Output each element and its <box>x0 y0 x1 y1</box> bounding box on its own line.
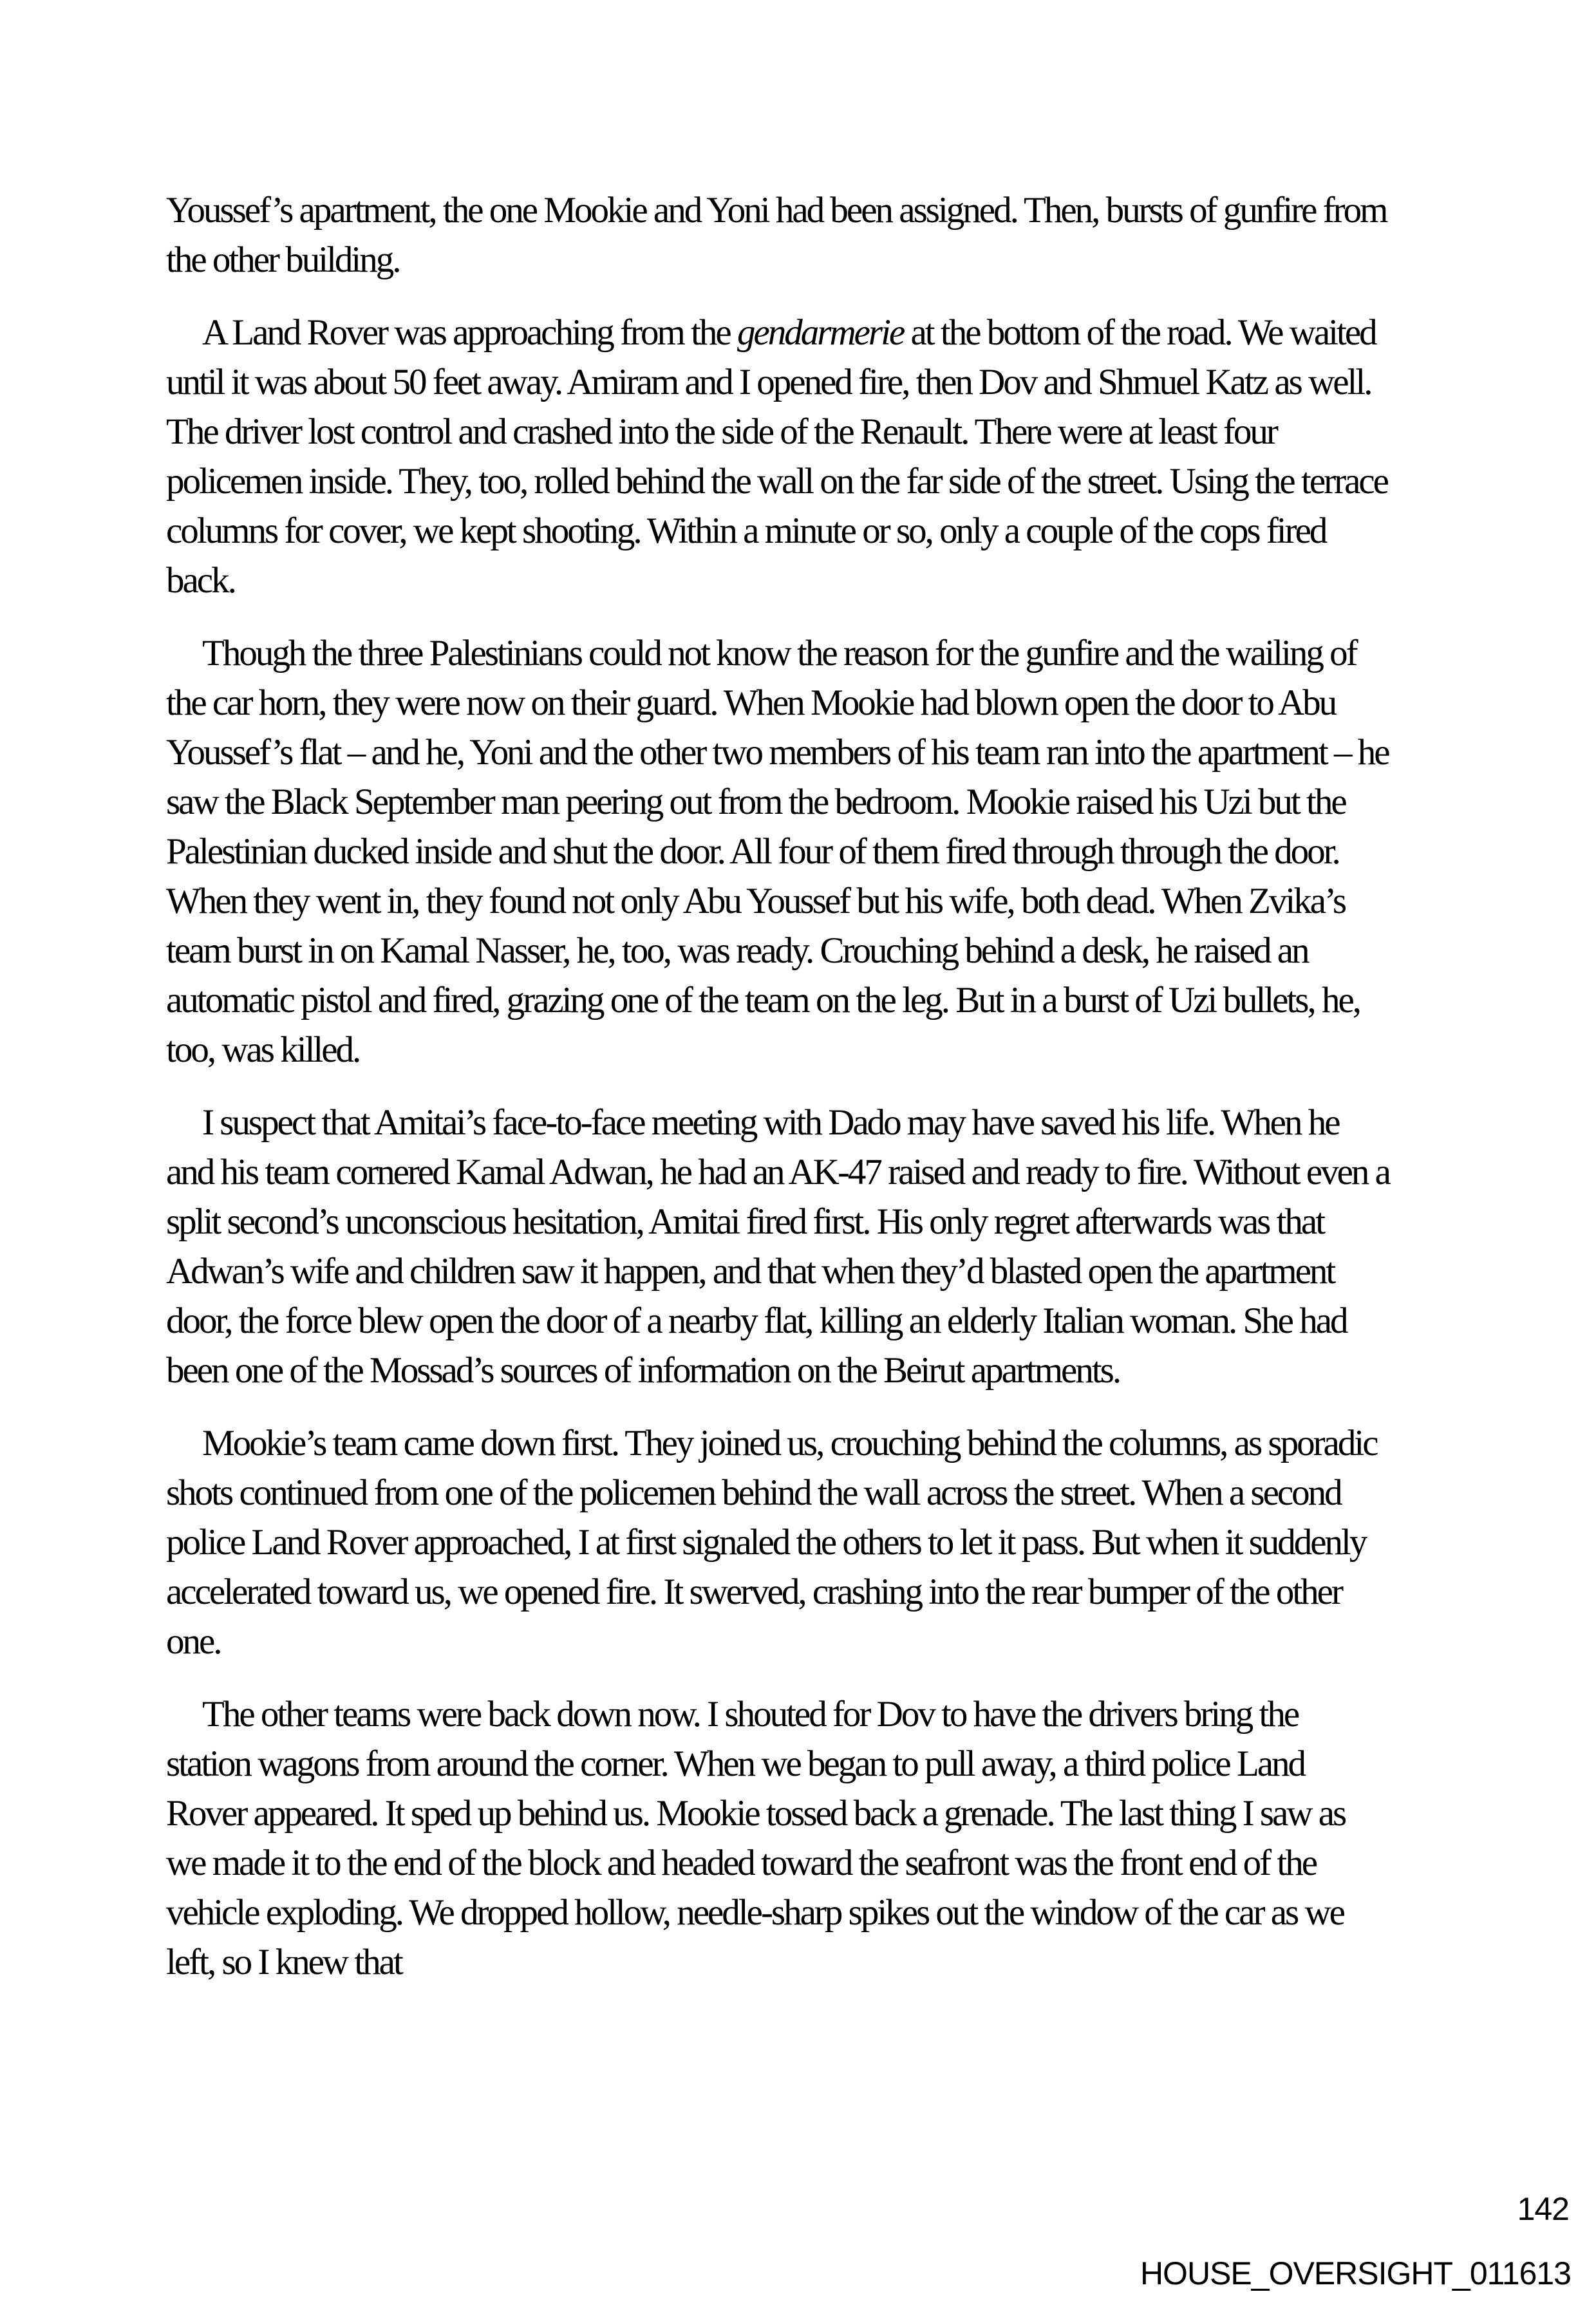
paragraph-text: A Land Rover was approaching from the <box>202 312 737 353</box>
page-number: 142 <box>1517 2191 1569 2227</box>
paragraph <box>166 308 1389 605</box>
bates-stamp: HOUSE_OVERSIGHT_011613 <box>1140 2255 1571 2291</box>
paragraph: Though the three Palestinians could not know the reason for the gunfire and the wailing of the car horn, they were now on their guard. When Mookie had blown open the door to Abu Youssef’s flat – and he, Yoni and the other two members of his team ran into the apartment – he saw the Black September man peering out from the bedroom. Mookie raised his Uzi but the Palestinian ducked inside and shut the door. All four of them fired through through the door. When they went in, they found not only Abu Youssef but his wife, both dead. When Zvika’s team burst in on Kamal Nasser, he, too, was ready. Crouching behind a desk, he raised an automatic pistol and fired, grazing one of the team on the leg. But in a burst of Uzi bullets, he, too, was killed. <box>166 633 1389 1070</box>
italic-term: gendarmerie <box>737 312 904 353</box>
paragraph: Mookie’s team came down first. They joined us, crouching behind the columns, as sporadic shots continued from one of the policemen behind the wall across the street. When a second police Land Rover approached, I at first signaled the others to let it pass. But when it suddenly accelerated toward us, we opened fire. It swerved, crashing into the rear bumper of the other one. <box>166 1423 1377 1662</box>
paragraph: The other teams were back down now. I shouted for Dov to have the drivers bring the station wagons from around the corner. When we began to pull away, a third police Land Rover appeared. It sped up behind us. Mookie tossed back a grenade. The last thing I saw as we made it to the end of the block and headed toward the seafront was the front end of the vehicle exploding. We dropped hollow, needle-sharp spikes out the window of the car as we left, so I knew that <box>166 1694 1346 1982</box>
paragraph: I suspect that Amitai’s face-to-face meeting with Dado may have saved his life. When he and his team cornered Kamal Adwan, he had an AK-47 raised and ready to fire. Without even a split second’s unconscious hesitation, Amitai fired first. His only regret afterwards was that Adwan’s wife and children saw it happen, and that when they’d blasted open the apartment door, the force blew open the door of a nearby flat, killing an elderly Italian woman. She had been one of the Mossad’s sources of information on the Beirut apartments. <box>166 1102 1389 1391</box>
page-body <box>166 185 1389 2010</box>
paragraph-text: at the bottom of the road. We waited until it was about 50 feet away. Amiram and I opened fire, then Dov and Shmuel Katz as well. The driver lost control and crashed into the side of the Renault. There were at least four policemen inside. They, too, rolled behind the wall on the far side of the street. Using the terrace columns for cover, we kept shooting. Within a minute or so, only a couple of the cops fired back. <box>166 312 1387 601</box>
paragraph: Youssef’s apartment, the one Mookie and Yoni had been assigned. Then, bursts of gunfire from the other building. <box>166 190 1387 280</box>
